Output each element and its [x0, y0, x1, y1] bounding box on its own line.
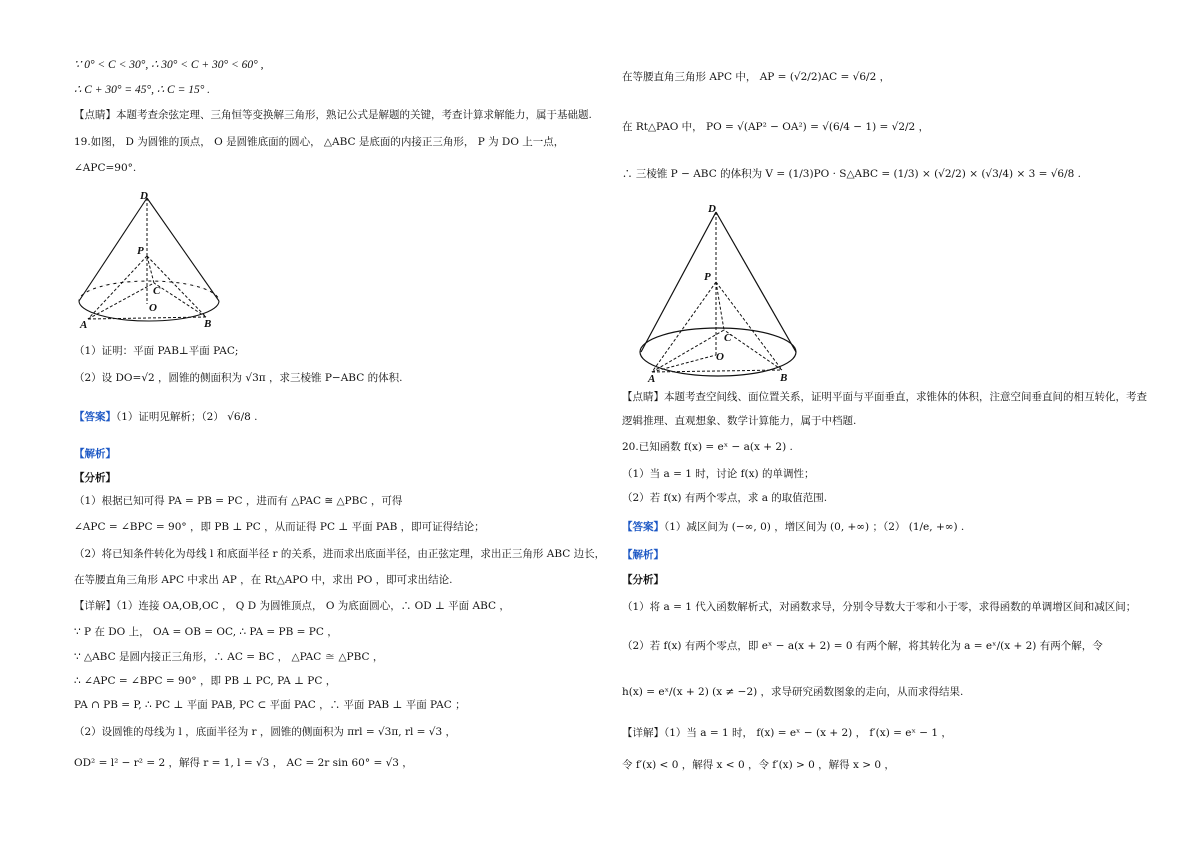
text-line: 在等腰直角三角形 APC 中， AP = (√2/2)AC = √6/2 ， [622, 71, 891, 83]
analysis-line: 在等腰直角三角形 APC 中求出 AP ，在 Rt△APO 中，求出 PO ，即可求出结论. [74, 574, 453, 586]
analysis-line: （2）将已知条件转化为母线 l 和底面半径 r 的关系，进而求出底面半径，由正弦定理，求出正三角形 ABC 边长， [74, 548, 606, 560]
label-D: D [140, 190, 148, 202]
volume-result: ∴ 三棱锥 P − ABC 的体积为 V = (1/3)PO · S△ABC = (1/3) × (√2/2) × (√3/4) × 3 = √6/8 . [622, 168, 1082, 180]
answer-tag: 【答案】 [74, 411, 116, 423]
analysis-line: （2）若 f(x) 有两个零点，即 eˣ − a(x + 2) = 0 有两个解，将其转化为 a = eˣ/(x + 2) 有两个解，令 [622, 640, 1103, 652]
fenxi-tag: 【分析】 [74, 472, 116, 484]
segment-AO [652, 355, 716, 372]
analysis-line: （1）将 a = 1 代入函数解析式，对函数求导，分别令导数大于零和小于零，求得函数的单调增区间和减区间； [622, 601, 1137, 613]
jiexi-tag: 【解析】 [622, 549, 664, 561]
cone-figure-left [74, 186, 229, 331]
problem-19-part2: （2）设 DO=√2 ，圆锥的侧面积为 √3π ，求三棱锥 P−ABC 的体积. [74, 372, 403, 384]
dianjing-note: 逻辑推理、直观想象、数学计算能力，属于中档题. [622, 415, 857, 427]
text-line: 在 Rt△PAO 中， PO = √(AP² − OA²) = √(6/4 − 1) = √2/2 ， [622, 121, 930, 133]
segment-BC [154, 283, 206, 317]
detail-line: （2）设圆锥的母线为 l ，底面半径为 r ，圆锥的侧面积为 πrl = √3π, rl = √3 ， [74, 726, 457, 738]
label-B: B [204, 318, 212, 330]
segment-PC [716, 282, 724, 330]
segment-PA [652, 282, 716, 372]
detail-line: 【详解】（1）当 a = 1 时， f(x) = eˣ − (x + 2) ， f′(x) = eˣ − 1 ， [622, 727, 952, 739]
answer-20-text: （1）减区间为 (−∞, 0) ，增区间为 (0, +∞) ；（2） (1/e, +∞) . [664, 521, 965, 533]
text-line: ∴ C + 30° = 45°, ∴ C = 15° . [74, 84, 211, 96]
detail-line: ∵ △ABC 是圆内接正三角形，∴ AC = BC ， △PAC ≅ △PBC ， [74, 651, 384, 663]
label-O: O [716, 351, 724, 363]
fenxi-tag: 【分析】 [622, 574, 664, 586]
label-P: P [704, 271, 711, 283]
label-C: C [153, 285, 161, 297]
analysis-line: （1）根据已知可得 PA = PB = PC ，进而有 △PAC ≅ △PBC ，可得 [74, 495, 403, 507]
label-P: P [137, 245, 144, 257]
problem-19-condition: ∠APC=90°. [74, 162, 137, 174]
segment-BC [724, 330, 782, 370]
dianjing-note: 【点睛】本题考查空间线、面位置关系，证明平面与平面垂直，求锥体的体积，注意空间垂直间的相互转化，考查 [622, 391, 1147, 403]
label-C: C [724, 332, 732, 344]
answer-20 [622, 520, 964, 534]
label-B: B [780, 372, 788, 384]
detail-line: OD² = l² − r² = 2 ，解得 r = 1, l = √3 ， AC = 2r sin 60° = √3 ， [74, 757, 413, 769]
detail-line: 【详解】（1）连接 OA,OB,OC ， Q D 为圆锥顶点， O 为底面圆心，∴ OD ⊥ 平面 ABC ， [74, 600, 510, 612]
problem-20-part2: （2）若 f(x) 有两个零点，求 a 的取值范围. [622, 492, 828, 504]
detail-line: ∴ ∠APC = ∠BPC = 90° ，即 PB ⊥ PC, PA ⊥ PC ， [74, 675, 337, 687]
label-O: O [149, 302, 157, 314]
segment-AC [88, 283, 154, 319]
segment-PB [716, 282, 782, 370]
dianjing-note: 【点睛】本题考查余弦定理、三角恒等变换解三角形，熟记公式是解题的关键，考查计算求解能力，属于基础题. [74, 109, 592, 121]
detail-line: ∵ P 在 DO 上， OA = OB = OC, ∴ PA = PB = PC ， [74, 626, 338, 638]
label-A: A [648, 373, 656, 385]
problem-19-part1: （1）证明：平面 PAB⊥平面 PAC; [74, 345, 239, 357]
problem-20-part1: （1）当 a = 1 时，讨论 f(x) 的单调性； [622, 468, 815, 480]
problem-20-statement: 20.已知函数 f(x) = eˣ − a(x + 2) . [622, 441, 793, 453]
answer-19 [74, 410, 257, 424]
segment-AC [652, 330, 724, 372]
label-A: A [80, 319, 88, 331]
label-D: D [708, 203, 716, 215]
analysis-line: ∠APC = ∠BPC = 90° ，即 PB ⊥ PC ，从而证得 PC ⊥ 平面 PAB ，即可证得结论； [74, 521, 485, 533]
answer-tag: 【答案】 [622, 521, 664, 533]
analysis-line: h(x) = eˣ/(x + 2) (x ≠ −2) ，求导研究函数图象的走向，从而求得结果. [622, 686, 964, 698]
text-line: ∵ 0° < C < 30°, ∴ 30° < C + 30° < 60° , [74, 59, 264, 71]
detail-line: 令 f′(x) < 0 ，解得 x < 0 ，令 f′(x) > 0 ，解得 x > 0 ， [622, 759, 895, 771]
detail-line: PA ∩ PB = P, ∴ PC ⊥ 平面 PAB, PC ⊂ 平面 PAC ，∴ 平面 PAB ⊥ 平面 PAC ； [74, 699, 466, 711]
cone-figure-right [636, 200, 806, 385]
problem-19-statement: 19.如图， D 为圆锥的顶点， O 是圆锥底面的圆心， △ABC 是底面的内接正三角形， P 为 DO 上一点， [74, 136, 565, 148]
jiexi-tag: 【解析】 [74, 448, 116, 460]
answer-19-text: （1）证明见解析；（2） √6/8 . [116, 411, 258, 423]
